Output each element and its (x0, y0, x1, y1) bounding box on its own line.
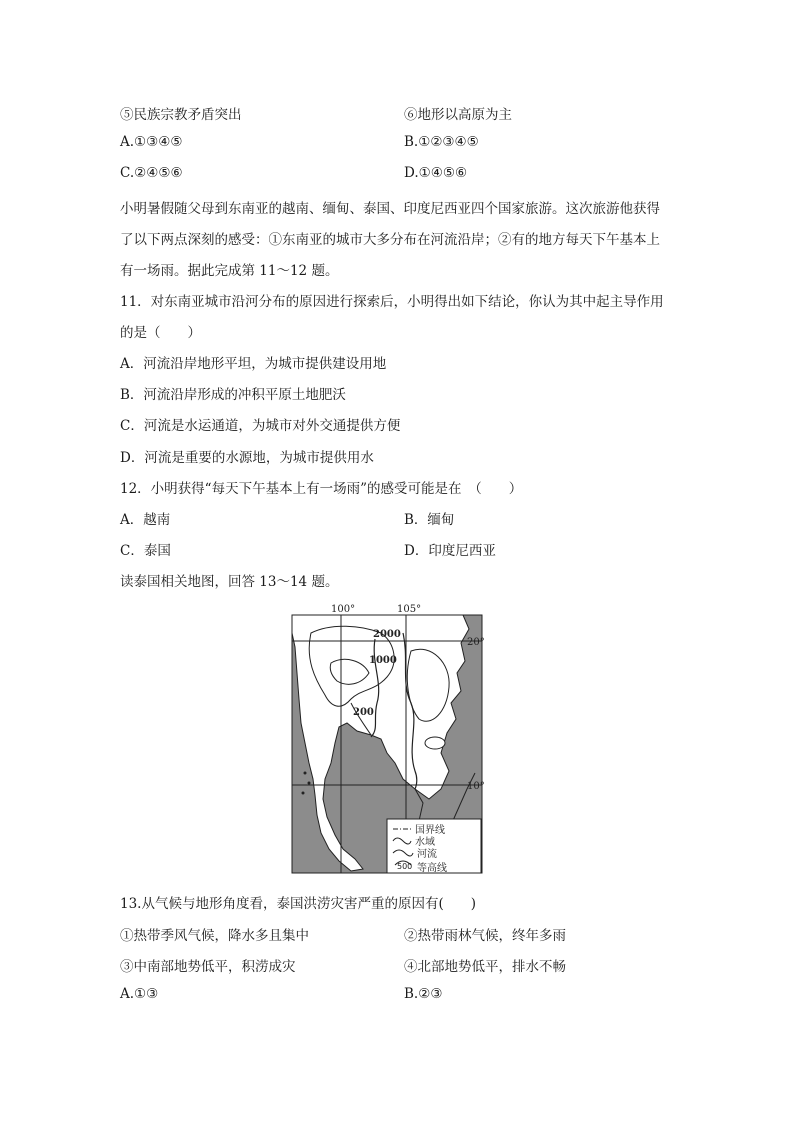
q10-choice-c: C.②④⑤⑥ (120, 165, 183, 181)
contour-label-1000: 1000 (369, 655, 397, 666)
q12-choice-c: C．泰国 (120, 543, 171, 559)
island-dot (302, 792, 305, 795)
island-dot (308, 782, 311, 785)
q13-option-1: ①热带季风气候，降水多且集中 (120, 928, 309, 944)
q13-option-2: ②热带雨林气候，终年多雨 (404, 928, 566, 944)
q11-choice-a: A．河流沿岸地形平坦，为城市提供建设用地 (120, 356, 387, 372)
q12-choice-b: B．缅甸 (404, 512, 455, 528)
legend-contour-label: 等高线 (417, 863, 447, 874)
q12-choice-d: D．印度尼西亚 (404, 543, 496, 559)
q13-choice-a: A.①③ (120, 986, 159, 1002)
q11-choice-b: B．河流沿岸形成的冲积平原土地肥沃 (120, 387, 346, 403)
q11-choice-d: D．河流是重要的水源地，为城市提供用水 (120, 450, 374, 466)
legend-water-label: 水域 (415, 837, 435, 848)
q10-option-6: ⑥地形以高原为主 (404, 107, 512, 123)
island-dot (304, 772, 307, 775)
passage1-line3: 有一场雨。据此完成第 11～12 题。 (120, 263, 339, 279)
q13-stem: 13.从气候与地形角度看，泰国洪涝灾害严重的原因有( ) (120, 896, 477, 912)
q10-choice-d: D.①④⑤⑥ (404, 165, 468, 181)
passage1-line2: 了以下两点深刻的感受：①东南亚的城市大多分布在河流沿岸；②有的地方每天下午基本上 (120, 232, 660, 248)
q10-option-5: ⑤民族宗教矛盾突出 (120, 107, 242, 123)
q13-choice-b: B.②③ (404, 986, 443, 1002)
lon-label-105: 105° (397, 604, 422, 615)
q12-stem: 12．小明获得“每天下午基本上有一场雨”的感受可能是在 （ ） (120, 481, 523, 497)
legend-contour-value: 500 (397, 862, 413, 871)
lake-shape (425, 737, 445, 749)
legend-border-label: 国界线 (415, 825, 445, 836)
lon-label-100: 100° (331, 604, 356, 615)
q11-choice-c: C．河流是水运通道，为城市对外交通提供方便 (120, 418, 401, 434)
q13-option-4: ④北部地势低平，排水不畅 (404, 959, 566, 975)
q11-stem-line2: 的是（ ） (120, 325, 201, 341)
q10-choice-b: B.①②③④⑤ (404, 134, 479, 150)
contour-label-200: 200 (353, 707, 374, 718)
q13-option-3: ③中南部地势低平，积涝成灾 (120, 959, 296, 975)
q11-stem-line1: 11．对东南亚城市沿河分布的原因进行探索后，小明得出如下结论，你认为其中起主导作用 (120, 294, 664, 310)
passage1-line1: 小明暑假随父母到东南亚的越南、缅甸、泰国、印度尼西亚四个国家旅游。这次旅游他获得 (120, 201, 660, 217)
legend-river-label: 河流 (417, 849, 437, 860)
thailand-map (291, 603, 485, 875)
q12-choice-a: A．越南 (120, 512, 171, 528)
contour-label-2000: 2000 (373, 629, 401, 640)
passage2: 读泰国相关地图，回答 13～14 题。 (120, 574, 339, 590)
q10-choice-a: A.①③④⑤ (120, 134, 183, 150)
lat-label-10: 10° (467, 781, 485, 792)
lat-label-20: 20° (467, 637, 485, 648)
